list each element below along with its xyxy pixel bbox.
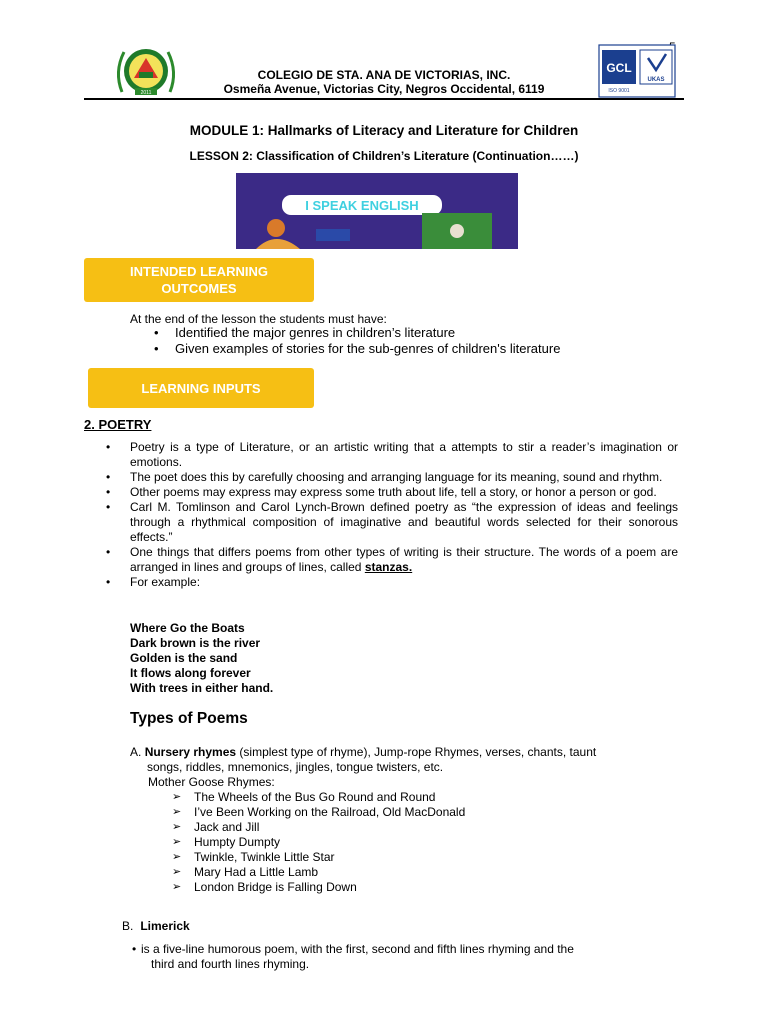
cert-brand: GCL [606,61,632,75]
banner-text: I SPEAK ENGLISH [305,198,419,213]
poetry-bullets [106,440,678,590]
list-item: • Identified the major genres in children’s literature [154,325,560,341]
poetry-heading: 2. POETRY [84,417,152,432]
nursery-rhymes-text: (simplest type of rhyme), Jump-rope Rhymes, verses, chants, taunt [236,745,597,759]
list-item: • Poetry is a type of Literature, or an artistic writing that a attempts to stir a reader’s imagination or emotions. [106,440,678,470]
list-item: ➢ Twinkle, Twinkle Little Star [172,850,465,865]
poem-line: With trees in either hand. [130,681,274,695]
nursery-rhymes-item [130,745,677,760]
list-item: ➢ Mary Had a Little Lamb [172,865,465,880]
types-of-poems-heading: Types of Poems [130,710,248,727]
limerick-title: Limerick [140,919,190,933]
iso-certification-logo [598,44,676,98]
list-item: ➢ London Bridge is Falling Down [172,880,465,895]
header-rule [84,98,684,100]
module-title: MODULE 1: Hallmarks of Literacy and Literature for Children [189,123,579,138]
list-item [106,545,678,575]
list-item: • Other poems may express may express some truth about life, tell a story, or honor a person or god. [106,485,678,500]
poem-line: It flows along forever [130,666,251,680]
intended-learning-outcomes-label [84,258,314,302]
ilo-list [154,325,560,357]
poem-line: Where Go the Boats [130,621,245,635]
bullet: • [132,942,137,956]
list-item: • Given examples of stories for the sub-genres of children's literature [154,341,560,357]
list-item: • Carl M. Tomlinson and Carol Lynch-Brown defined poetry as “the expression of ideas and feelings through a rhythmical composition of imaginative and beautiful words selected for their sonorous effects.” [106,500,678,545]
limerick-def-text: is a five-line humorous poem, with the first, second and fifth lines rhyming and the [141,942,574,956]
list-item: • For example: [106,575,678,590]
limerick-definition-cont: third and fourth lines rhyming. [151,957,310,971]
lesson-title: LESSON 2: Classification of Children’s Literature (Continuation……) [189,149,579,163]
list-item: • The poet does this by carefully choosing and arranging language for its meaning, sound and rhythm. [106,470,678,485]
poem-line: Golden is the sand [130,651,238,665]
example-poem [130,621,273,696]
ilo-intro: At the end of the lesson the students must have: [130,312,387,326]
stanzas-term: stanzas. [364,560,413,574]
ilo-label-line2: OUTCOMES [161,281,237,296]
seal-year: 2011 [140,90,152,96]
item-letter: B. [122,919,134,933]
list-item: ➢ I’ve Been Working on the Railroad, Old MacDonald [172,805,465,820]
poem-line: Dark brown is the river [130,636,261,650]
limerick-item [122,919,190,933]
speak-english-banner [236,173,518,249]
nursery-rhymes-title: Nursery rhymes [144,745,237,759]
list-item: ➢ Jack and Jill [172,820,465,835]
limerick-definition [132,942,678,957]
mother-goose-label: Mother Goose Rhymes: [148,775,275,789]
college-name: COLEGIO DE STA. ANA DE VICTORIAS, INC. [257,68,511,82]
cert-standard: ISO 9001 [608,88,630,94]
college-address: Osmeña Avenue, Victorias City, Negros Occidental, 6119 [223,82,545,96]
list-item: ➢ The Wheels of the Bus Go Round and Round [172,790,465,805]
banner-illustration [236,173,518,249]
nursery-rhymes-text-cont: songs, riddles, mnemonics, jingles, tongue twisters, etc. [147,760,444,774]
list-item: ➢ Humpty Dumpty [172,835,465,850]
structure-text: One things that differs poems from other types of writing is their structure. The words of a poem are arranged in lines and groups of lines, called [130,545,678,574]
ilo-label-line1: INTENDED LEARNING [130,264,268,279]
learning-inputs-label: LEARNING INPUTS [88,368,314,408]
item-letter: A. [130,745,142,759]
mother-goose-list [172,790,465,895]
cert-ukas: UKAS [647,77,665,83]
